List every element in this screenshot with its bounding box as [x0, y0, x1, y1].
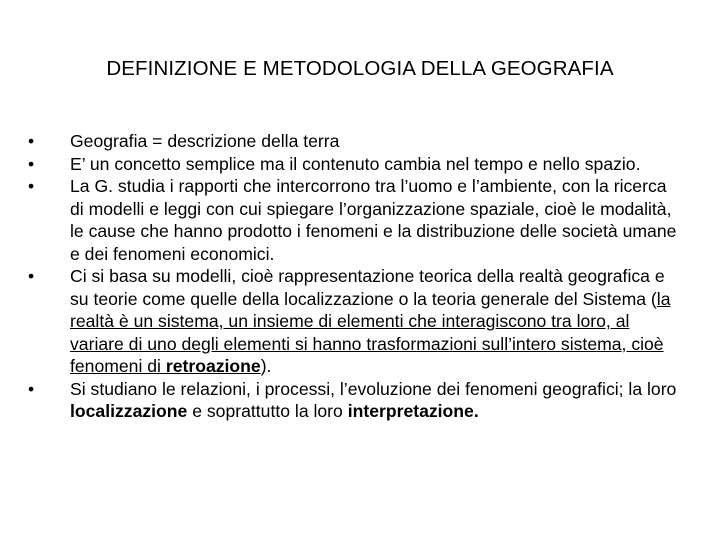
bullet-text: La G. studia i rapporti che intercorrono tra l’uomo e l’ambiente, con la ricerca di modelli e leggi con cui spiegare l’organizzazione spaziale, cioè le modalità, le cause che hanno prodotto i fenomeni e la distribuzione delle società umane e dei fenomeni economici. [70, 176, 677, 264]
bullet-item [28, 175, 680, 265]
bullet-marker: • [28, 131, 35, 151]
bullet-text: Geografia = descrizione della terra [70, 131, 340, 151]
bullet-list [28, 130, 680, 423]
bullet-text: E’ un concetto semplice ma il contenuto cambia nel tempo e nello spazio. [70, 153, 641, 174]
bullet-marker: • [28, 266, 35, 286]
bullet-marker: • [28, 153, 35, 174]
bullet-marker: • [28, 378, 35, 399]
bullet-item [28, 265, 680, 378]
bullet-text: la realtà è un sistema, un insieme di elementi che interagiscono tra loro, al variare di uno degli elementi si hanno trasformazioni sull’intero sistema, cioè fenomeni di [70, 288, 671, 376]
bullet-text: localizzazione [70, 401, 188, 421]
slide-title: DEFINIZIONE E METODOLOGIA DELLA GEOGRAFIA [106, 57, 614, 80]
bullet-item [28, 153, 680, 176]
bullet-item [28, 130, 680, 153]
bullet-text: retroazione [165, 356, 261, 376]
bullet-text: e soprattutto la loro [187, 401, 348, 421]
bullet-marker: • [28, 176, 35, 196]
bullet-text: Ci si basa su modelli, cioè rappresentazione teorica della realtà geografica e su teorie come quelle della localizzazione o la teoria generale del Sistema ( [70, 266, 665, 309]
bullet-item [28, 378, 680, 423]
bullet-text: Si studiano le relazioni, i processi, l’evoluzione dei fenomeni geografici; la loro [70, 378, 677, 399]
bullet-text: ). [260, 356, 272, 376]
bullet-text: interpretazione. [347, 401, 479, 421]
